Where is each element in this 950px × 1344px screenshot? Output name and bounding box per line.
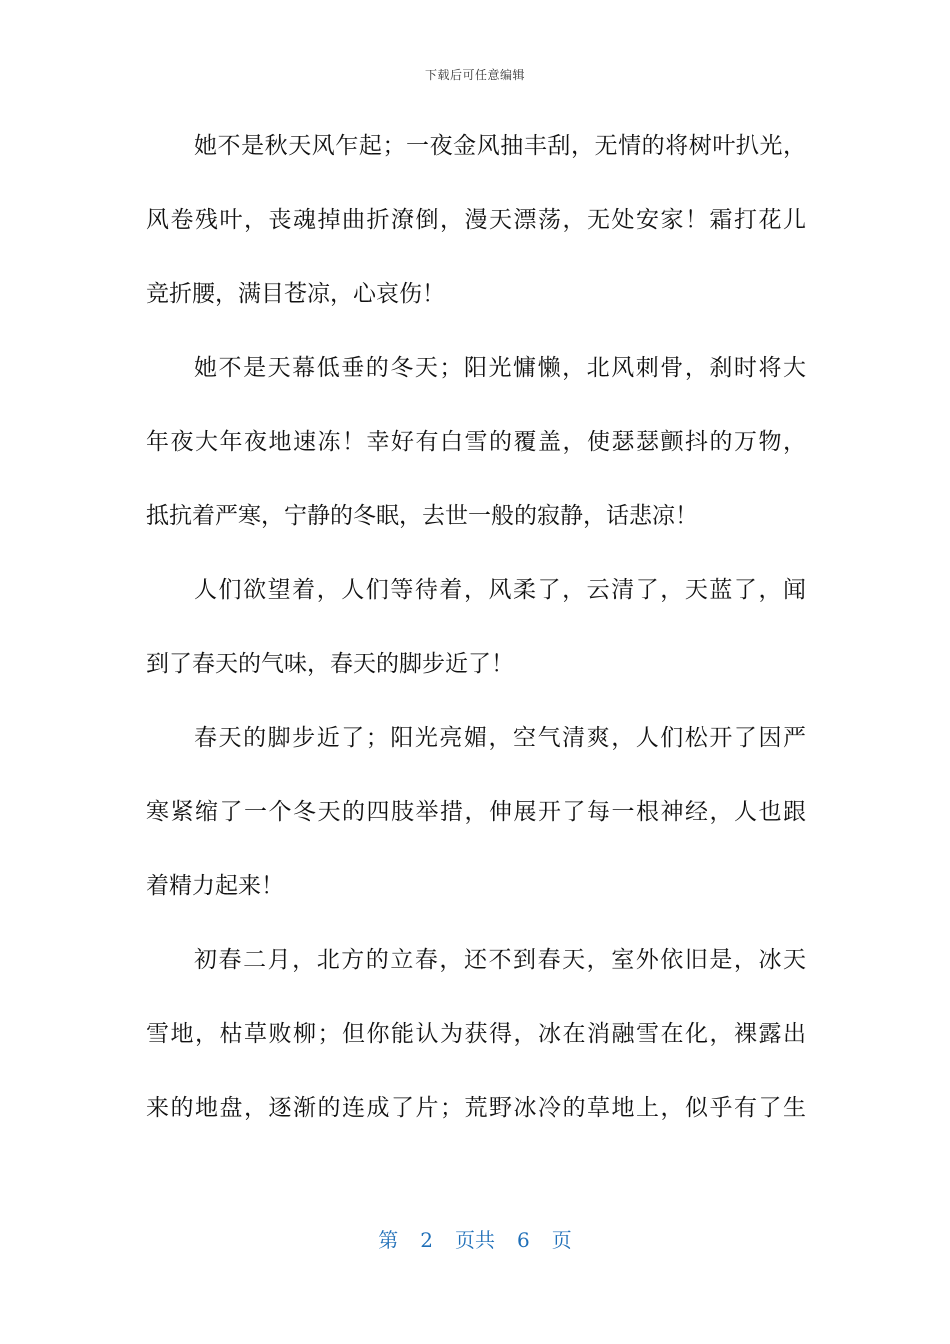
footer-page-number: 2 — [420, 1228, 433, 1252]
paragraph-line: 风卷残叶，丧魂掉曲折潦倒，漫天漂荡，无处安家！霜打花儿 — [146, 207, 806, 233]
body-text — [146, 118, 806, 1154]
paragraph-line: 着精力起来！ — [146, 873, 284, 899]
footer-suffix: 页 — [551, 1228, 572, 1252]
paragraph-line: 她不是天幕低垂的冬天；阳光慵懒，北风刺骨，刹时将大 — [194, 355, 806, 381]
paragraph-line: 来的地盘，逐渐的连成了片；荒野冰冷的草地上，似乎有了生 — [146, 1095, 806, 1121]
paragraph-line: 春天的脚步近了；阳光亮媚，空气清爽，人们松开了因严 — [194, 725, 806, 751]
paragraph-line: 竞折腰，满目苍凉，心哀伤！ — [146, 281, 445, 307]
paragraph-line: 到了春天的气味，春天的脚步近了！ — [146, 651, 514, 677]
paragraph-line: 雪地，枯草败柳；但你能认为获得，冰在消融雪在化，裸露出 — [146, 1021, 806, 1047]
paragraph-line: 人们欲望着，人们等待着，风柔了，云清了，天蓝了，闻 — [194, 577, 806, 603]
paragraph-line: 寒紧缩了一个冬天的四肢举措，伸展开了每一根神经，人也跟 — [146, 799, 806, 825]
page-header: 下载后可任意编辑 — [424, 68, 525, 82]
footer-prefix: 第 — [378, 1228, 399, 1252]
paragraph-line: 她不是秋天风乍起；一夜金风抽丰刮，无情的将树叶扒光， — [194, 133, 806, 159]
paragraph-line: 抵抗着严寒，宁静的冬眠，去世一般的寂静，话悲凉！ — [146, 503, 698, 529]
footer-total-pages: 6 — [517, 1228, 530, 1252]
paragraph-line: 年夜大年夜地速冻！幸好有白雪的覆盖，使瑟瑟颤抖的万物， — [146, 429, 806, 455]
page-footer — [0, 1224, 950, 1253]
footer-middle: 页共 — [455, 1228, 495, 1252]
paragraph-line: 初春二月，北方的立春，还不到春天，室外依旧是，冰天 — [194, 947, 806, 973]
